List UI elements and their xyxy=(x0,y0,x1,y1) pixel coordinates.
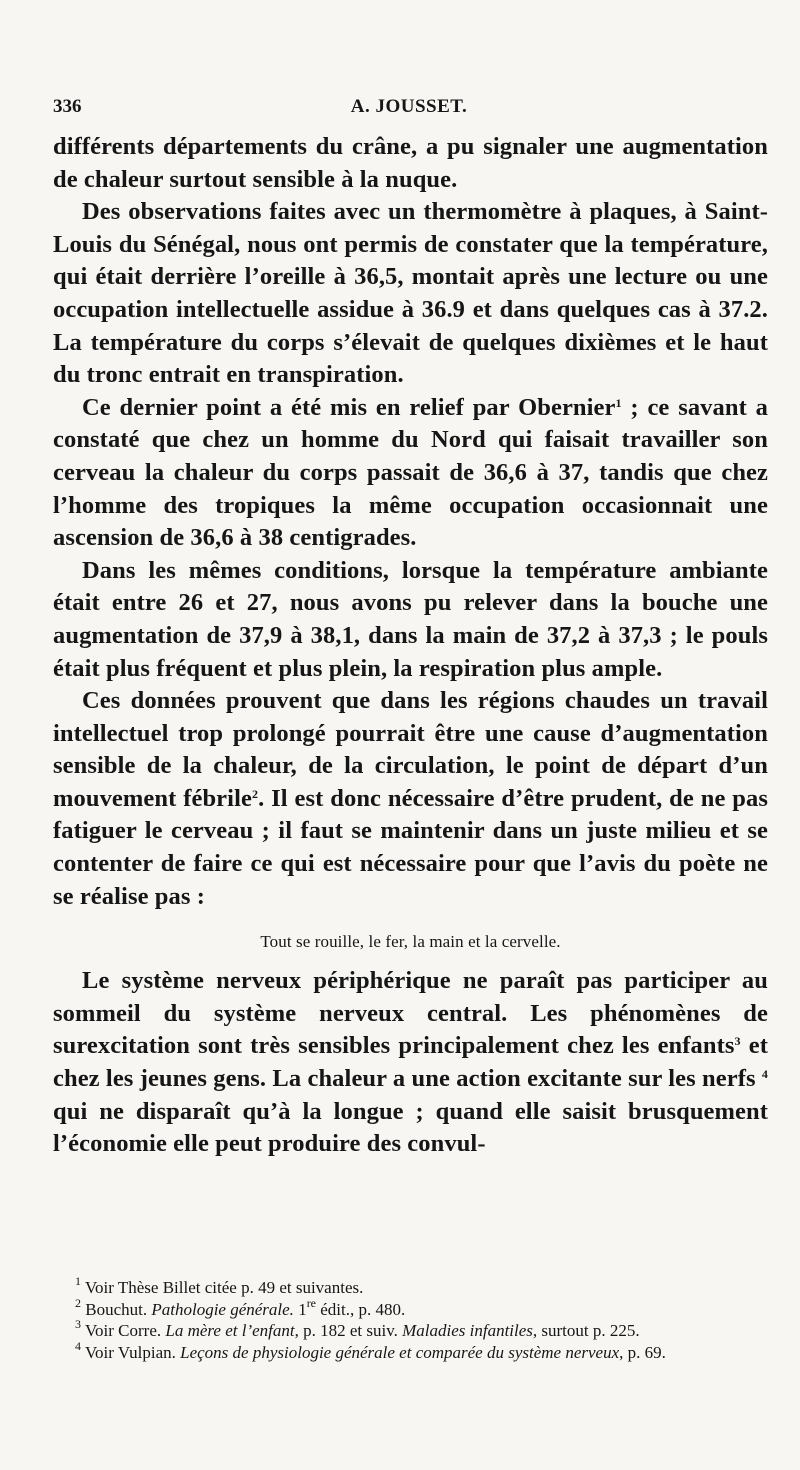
footnote xyxy=(53,1274,768,1299)
text-run: Le système nerveux périphérique ne paraît pas participer au sommeil du système nerveux central. Les phénomènes de surexcitation sont très sensibles principalement chez les enfants xyxy=(53,967,768,1060)
paragraph xyxy=(53,555,768,685)
footnote-number: 2 xyxy=(75,1295,81,1310)
paragraph xyxy=(53,965,768,1161)
text-run: Voir Corre. xyxy=(84,1321,166,1340)
footnote-ref: 4 xyxy=(761,1067,768,1082)
text-run: Bouchut. xyxy=(85,1299,152,1319)
text-run: Ces données prouvent que dans les régions chaudes un travail intellectuel trop prolongé pourrait être une cause d’augmentation sensible de la chaleur, de la circulation, le point de départ d’un mouvement fébrile xyxy=(53,687,768,812)
page-number: 336 xyxy=(53,96,82,117)
text-run: Voir Thèse Billet citée p. 49 et suivantes. xyxy=(84,1278,364,1297)
text-run: Dans les mêmes conditions, lorsque la température ambiante était entre 26 et 27, nous avons pu relever dans la bouche une augmentation de 37,9 à 38,1, dans la main de 37,2 à 37,3 ; le pouls était plus fréquent et plus plein, la respiration plus ample. xyxy=(53,556,768,682)
paragraph xyxy=(53,196,768,392)
text-run: , p. 182 et suiv. xyxy=(294,1321,403,1340)
footnote-number: 3 xyxy=(75,1317,81,1331)
text-run: Des observations faites avec un thermomètre à plaques, à Saint-Louis du Sénégal, nous ont permis de constater que la température, qui était derrière l’oreille à 36,5, montait après une lecture ou une occupation intellectuelle assidue à 36.9 et dans quelques cas à 37.2. La température du corps s’élevait de quelques dixièmes et le haut du tronc entrait en transpiration. xyxy=(53,198,768,389)
footnote-number: 1 xyxy=(75,1274,81,1288)
text-run: , surtout p. 225. xyxy=(532,1321,640,1340)
text-run: différents départements du crâne, a pu signaler une augmentation de chaleur surtout sensible à la nuque. xyxy=(53,133,768,193)
text-run: , p. 69. xyxy=(619,1342,666,1362)
footnote-ref: 3 xyxy=(734,1034,741,1049)
paragraph xyxy=(53,131,768,196)
footnote xyxy=(53,1295,768,1321)
italic-title: Pathologie générale. xyxy=(151,1299,294,1319)
footnote xyxy=(53,1338,768,1364)
verse-quote: Tout se rouille, le fer, la main et la cervelle. xyxy=(260,932,561,952)
footnotes xyxy=(53,1274,768,1363)
text-run: 1 xyxy=(293,1299,307,1319)
paragraph xyxy=(53,685,768,913)
footnote-ref: 1 xyxy=(615,395,622,410)
page-header xyxy=(53,96,765,126)
italic-title: La mère et l’enfant xyxy=(165,1321,295,1340)
text-run: . Il est donc nécessaire d’être prudent, de ne pas fatiguer le cerveau ; il faut se maintenir dans un juste milieu et se contenter de faire ce qui est nécessaire pour que l’avis du poète ne se réalise pas : xyxy=(53,784,768,910)
text-run: Voir Vulpian. xyxy=(84,1342,181,1362)
paragraph xyxy=(53,392,768,555)
text-run: Ce dernier point a été mis en relief par Obernier xyxy=(82,393,616,421)
text-run: édit., p. 480. xyxy=(316,1299,406,1319)
italic-title: Leçons de physiologie générale et comparée du système nerveux xyxy=(180,1342,620,1362)
text-run: qui ne disparaît qu’à la longue ; quand elle saisit brusquement l’économie elle peut produire des convul- xyxy=(53,1097,768,1158)
footnote xyxy=(53,1317,768,1342)
body-text xyxy=(53,131,768,1161)
footnote-ref: 2 xyxy=(251,786,259,801)
footnote-ref: re xyxy=(306,1295,317,1310)
running-head: A. JOUSSET. xyxy=(350,96,468,117)
text-run: ; ce savant a constaté que chez un homme du Nord qui faisait travailler son cerveau la chaleur du corps passait de 36,6 à 37, tandis que chez l’homme des tropiques la même occupation occasionnait une ascension de 36,6 à 38 centigrades. xyxy=(53,393,768,552)
text-run: et chez les jeunes gens. La chaleur a une action excitante sur les nerfs xyxy=(53,1032,768,1093)
footnote-number: 4 xyxy=(75,1338,81,1353)
italic-title: Maladies infantiles xyxy=(402,1321,533,1340)
